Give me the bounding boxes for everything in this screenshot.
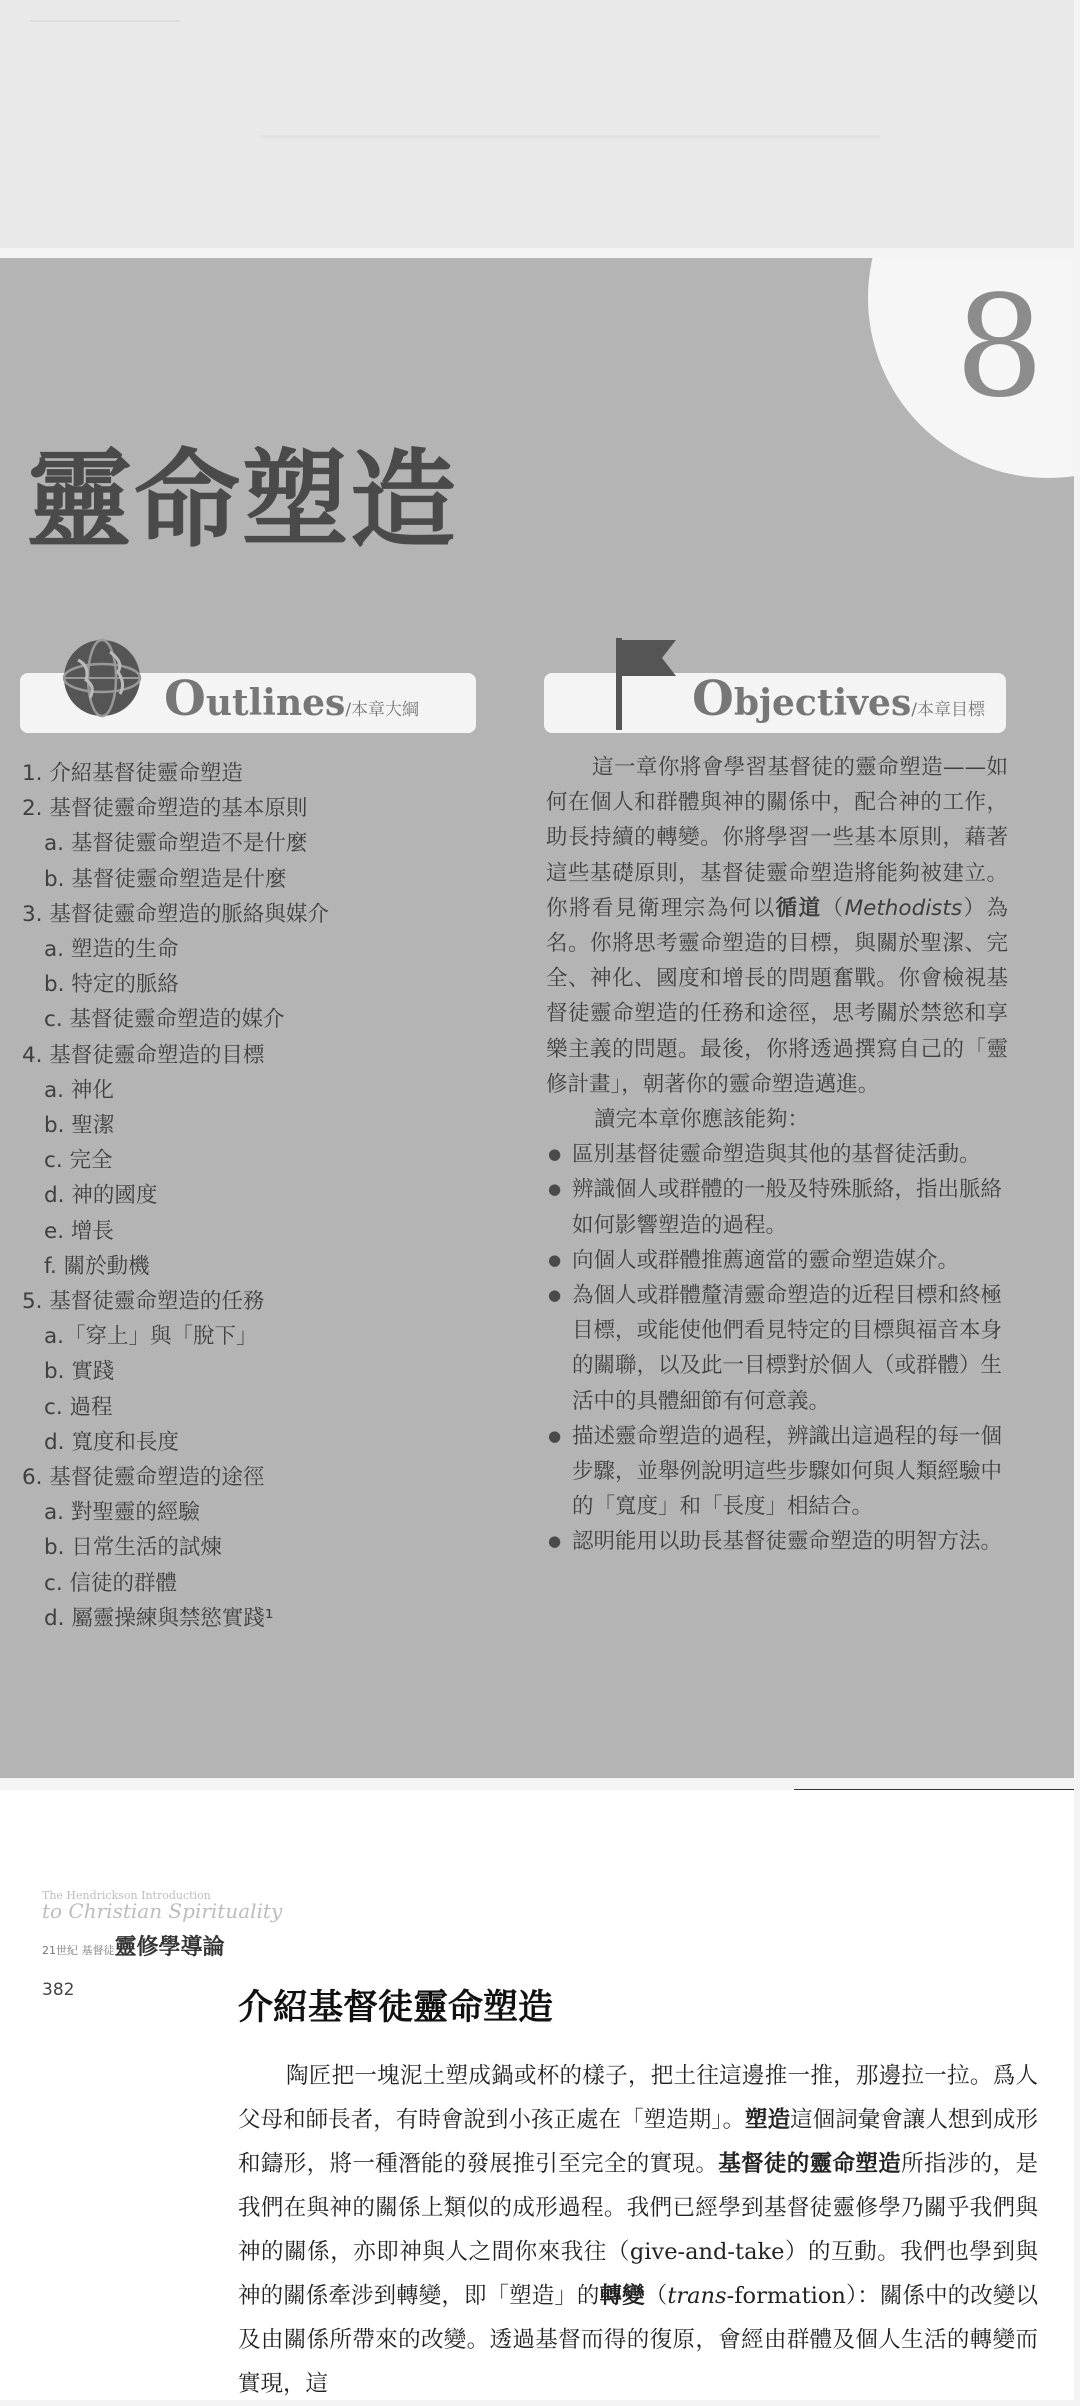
objective-bullet: ● 認明能用以助長基督徒靈命塑造的明智方法。 xyxy=(546,1524,1008,1559)
outline-item: b. 基督徒靈命塑造是什麼 xyxy=(44,866,287,892)
outline-item: 1. 介紹基督徒靈命塑造 xyxy=(22,761,243,786)
outline-item: e. 增長 xyxy=(44,1218,114,1244)
objective-bullet: ● 區別基督徒靈命塑造與其他的基督徒活動。 xyxy=(546,1137,1008,1172)
book-english-title: The Hendrickson Introduction to Christian Spirituality xyxy=(42,1889,283,1923)
book-page xyxy=(0,1790,1074,2400)
outline-item: b. 特定的脈絡 xyxy=(44,972,179,998)
outline-item: c. 基督徒靈命塑造的媒介 xyxy=(44,1007,285,1033)
outline-item: f. 關於動機 xyxy=(44,1253,150,1279)
outline-item: d. 寬度和長度 xyxy=(44,1429,179,1455)
outline-list xyxy=(22,756,522,1636)
outline-item: a. 對聖靈的經驗 xyxy=(44,1500,200,1526)
outline-item: 6. 基督徒靈命塑造的途徑 xyxy=(22,1465,265,1491)
objectives-paragraph: 這一章你將會學習基督徒的靈命塑造——如何在個人和群體與神的關係中，配合神的工作，助長持續的轉變。你將學習一些基本原則，藉著這些基礎原則，基督徒靈命塑造將能夠被建立。你將看見衛理宗為何以循道（Methodists）為名。你將思考靈命塑造的目標，與關於聖潔、完全、神化、國度和增長的問題奮戰。你會檢視基督徒靈命塑造的任務和途徑，思考關於禁慾和享樂主義的問題。最後，你將透過撰寫自己的「靈修計畫」，朝著你的靈命塑造邁進。 xyxy=(546,755,1008,1097)
outline-item: d. 神的國度 xyxy=(44,1183,158,1209)
outline-item: d. 屬靈操練與禁慾實踐¹ xyxy=(44,1605,274,1631)
objective-bullet: ● 為個人或群體釐清靈命塑造的近程目標和終極目標，或能使他們看見特定的目標與福音本身的關聯，以及此一目標對於個人（或群體）生活中的具體細節有何意義。 xyxy=(546,1278,1008,1419)
outline-item: 2. 基督徒靈命塑造的基本原則 xyxy=(22,796,308,822)
globe-icon xyxy=(60,636,144,720)
flag-icon xyxy=(612,636,682,730)
objectives-heading: Objectives/本章目標 xyxy=(692,671,985,727)
outline-item: b. 實踐 xyxy=(44,1359,115,1385)
chapter-number: 8 xyxy=(955,266,1045,429)
objective-bullet: ● 向個人或群體推薦適當的靈命塑造媒介。 xyxy=(546,1243,1008,1278)
outline-item: 3. 基督徒靈命塑造的脈絡與媒介 xyxy=(22,901,329,927)
outline-item: a. 塑造的生命 xyxy=(44,937,179,963)
book-chinese-title: 21世紀 基督徒靈修學導論 xyxy=(42,1935,225,1960)
chapter-opening-page xyxy=(0,258,1074,1778)
objectives-list xyxy=(546,1137,1008,1559)
outline-item: b. 日常生活的試煉 xyxy=(44,1535,222,1561)
outlines-heading: Outlines/本章大綱 xyxy=(164,671,420,727)
body-paragraph: 陶匠把一塊泥土塑成鍋或杯的樣子，把土往這邊推一推，那邊拉一拉。爲人父母和師長者，有時會說到小孩正處在「塑造期」。塑造這個詞彙會讓人想到成形和鑄形，將一種潛能的發展推引至完全的實現。基督徒的靈命塑造所指涉的，是我們在與神的關係上類似的成形過程。我們已經學到基督徒靈修學乃關乎我們與神的關係，亦即神與人之間你來我往（give-and-take）的互動。我們也學到與神的關係牽涉到轉變，即「塑造」的轉變（trans-formation）：關係中的改變以及由關係所帶來的改變。透過基督而得的復原，會經由群體及個人生活的轉變而實現，這 xyxy=(238,2063,1038,2397)
faint-rule xyxy=(30,20,180,22)
outline-item: 4. 基督徒靈命塑造的目標 xyxy=(22,1042,265,1068)
outline-item: c. 完全 xyxy=(44,1148,113,1174)
chapter-title: 靈命塑造 xyxy=(26,439,458,562)
faint-rule xyxy=(260,135,880,138)
outline-item: b. 聖潔 xyxy=(44,1113,115,1139)
outline-item: a.「穿上」與「脫下」 xyxy=(44,1324,258,1350)
section-title: 介紹基督徒靈命塑造 xyxy=(238,1987,554,2028)
outline-item: c. 過程 xyxy=(44,1394,113,1420)
objective-bullet: ● 描述靈命塑造的過程，辨識出這過程的每一個步驟，並舉例說明這些步驟如何與人類經驗中的「寬度」和「長度」相結合。 xyxy=(546,1419,1008,1525)
outline-item: a. 神化 xyxy=(44,1077,114,1103)
outline-item: 5. 基督徒靈命塑造的任務 xyxy=(22,1289,265,1315)
page-number: 382 xyxy=(42,1980,75,2000)
objectives-intro: 讀完本章你應該能夠： xyxy=(594,1107,810,1133)
outline-item: a. 基督徒靈命塑造不是什麼 xyxy=(44,831,308,857)
outline-item: c. 信徒的群體 xyxy=(44,1570,177,1596)
objective-bullet: ● 辨識個人或群體的一般及特殊脈絡，指出脈絡如何影響塑造的過程。 xyxy=(546,1172,1008,1242)
previous-page-strip xyxy=(0,0,1074,248)
objectives-section xyxy=(546,750,1008,1560)
